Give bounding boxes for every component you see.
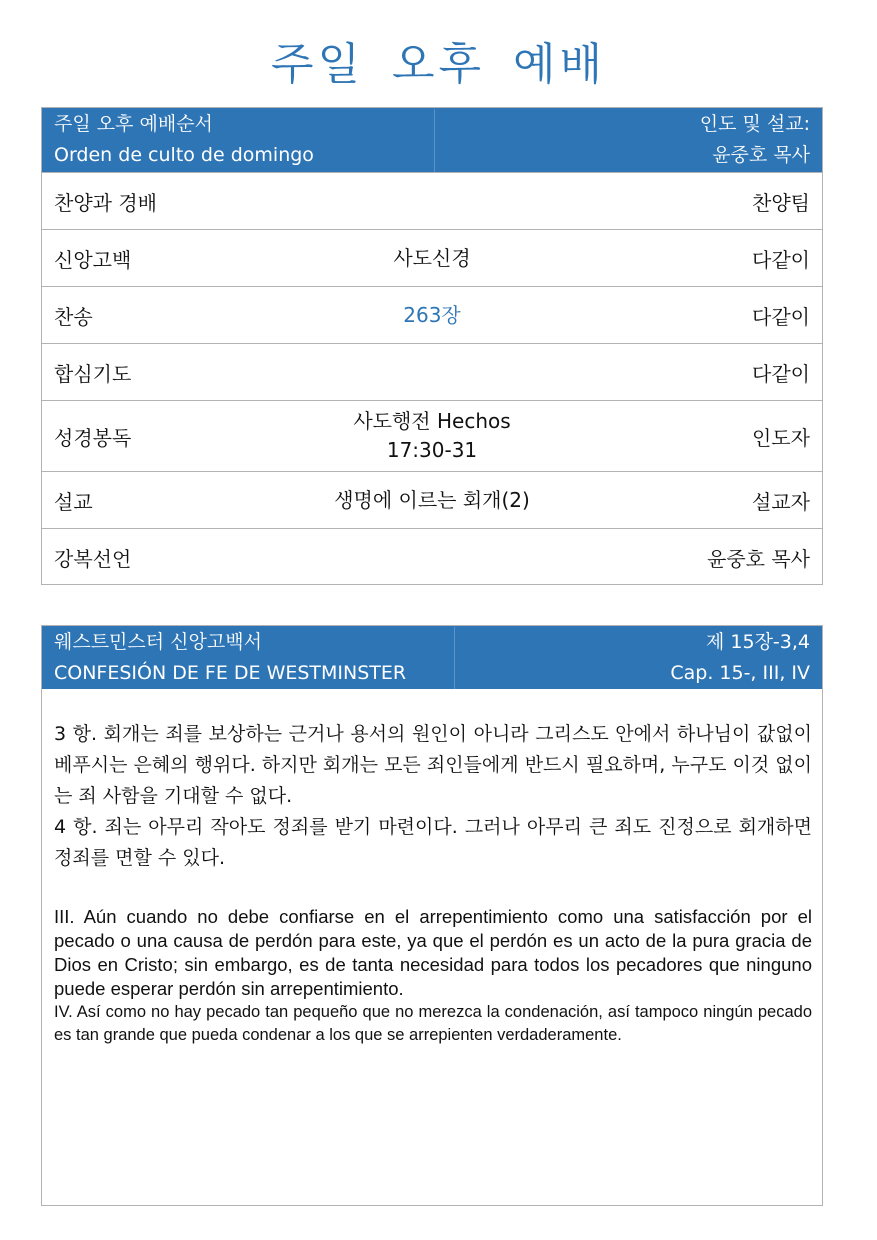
preacher-name: 윤중호 목사 — [712, 144, 810, 166]
order-item: 강복선언 — [54, 546, 132, 571]
sermon-title: 생명에 이르는 회개(2) — [334, 487, 530, 512]
confession-header — [42, 626, 822, 689]
order-row-benediction — [42, 528, 822, 585]
paragraph-gap — [54, 874, 812, 905]
order-leader: 윤중호 목사 — [707, 546, 810, 571]
confession-box — [41, 625, 823, 1206]
confession-title-cell — [42, 627, 455, 689]
confession-chapter-cell — [455, 627, 822, 689]
order-leader: 다같이 — [752, 361, 810, 386]
order-detail-scripture — [42, 407, 822, 465]
order-item: 찬송 — [54, 304, 93, 329]
confession-chapter-es: Cap. 15-, III, IV — [670, 662, 810, 684]
order-row-scripture — [42, 400, 822, 471]
preacher-label: 인도 및 설교: — [699, 113, 810, 135]
confession-body — [42, 689, 822, 1047]
scripture-book: 사도행전 Hechos — [353, 409, 511, 433]
order-item: 성경봉독 — [54, 425, 132, 450]
order-leader: 인도자 — [752, 425, 810, 450]
confession-title-es: CONFESIÓN DE FE DE WESTMINSTER — [54, 662, 407, 684]
order-row-hymn — [42, 286, 822, 343]
order-leader: 다같이 — [752, 247, 810, 272]
order-leader: 찬양팀 — [752, 190, 810, 215]
confession-chapter-ko: 제 15장-3,4 — [706, 631, 810, 653]
worship-order-table — [41, 107, 823, 585]
order-title-es: Orden de culto de domingo — [54, 144, 314, 166]
confession-kr-section-4: 4 항. 죄는 아무리 작아도 정죄를 받기 마련이다. 그러나 아무리 큰 죄도 진정으로 회개하면 정죄를 면할 수 있다. — [54, 816, 812, 869]
order-title-cell — [42, 109, 435, 172]
worship-order-header — [42, 108, 822, 172]
preacher-cell — [435, 109, 822, 172]
confession-kr-section-3: 3 항. 회개는 죄를 보상하는 근거나 용서의 원인이 아니라 그리스도 안에서 하나님이 값없이 베푸시는 은혜의 행위다. 하지만 회개는 모든 죄인들에게 반드시 필요하며, 누구도 이것 없이는 죄 사함을 기대할 수 없다. — [54, 723, 812, 807]
order-row-sermon — [42, 471, 822, 528]
order-leader: 설교자 — [752, 489, 810, 514]
scripture-verses: 17:30-31 — [386, 438, 478, 462]
order-item: 신앙고백 — [54, 247, 132, 272]
order-item: 찬양과 경배 — [54, 190, 157, 215]
confession-es-section-3: III. Aún cuando no debe confiarse en el arrepentimiento como una satisfacción por el pecado o una causa de perdón para este, ya que el perdón es un acto de la pura gracia de Dios en Cristo; sin embargo, es de tanta necesidad para todos los pecadores que ninguno puede esperar perdón sin arrepentimiento. — [54, 906, 812, 999]
order-item: 설교 — [54, 489, 93, 514]
order-leader: 다같이 — [752, 304, 810, 329]
hymn-number: 263장 — [403, 302, 461, 327]
page-title: 주일 오후 예배 — [271, 39, 606, 90]
confession-es-section-4: IV. Así como no hay pecado tan pequeño que no merezca la condenación, así tampoco ningún pecado es tan grande que pueda condenar a los que se arrepienten verdaderamente. — [54, 1003, 812, 1044]
order-detail: 사도신경 — [393, 245, 471, 270]
confession-title-ko: 웨스트민스터 신앙고백서 — [54, 631, 262, 653]
order-item: 합심기도 — [54, 361, 132, 386]
order-title-ko: 주일 오후 예배순서 — [54, 113, 213, 135]
order-row-prayer — [42, 343, 822, 400]
order-row-creed — [42, 229, 822, 286]
order-row-praise — [42, 172, 822, 229]
